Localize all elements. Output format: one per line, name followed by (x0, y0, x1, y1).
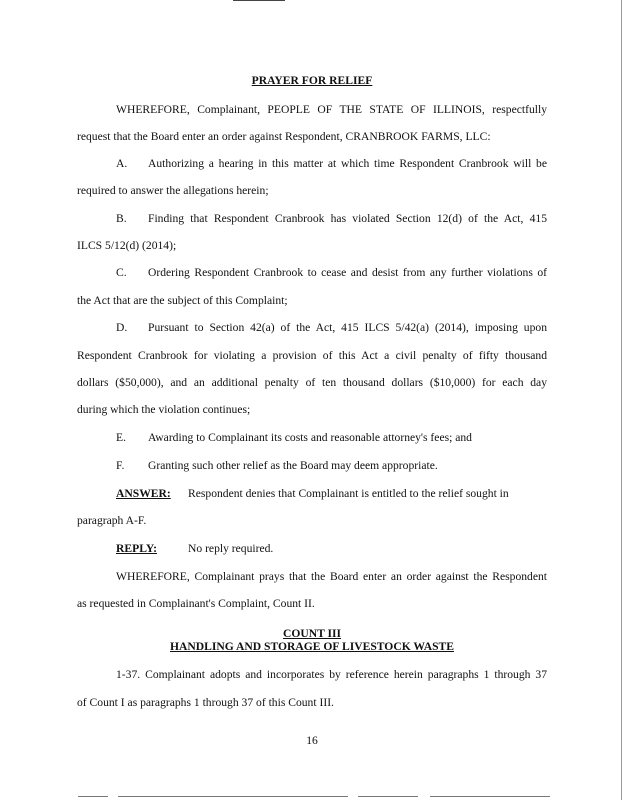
wherefore-line-1: WHEREFORE, Complainant, PEOPLE OF THE STATE OF ILLINOIS, respectfully (116, 103, 547, 116)
item-f-label: F. (116, 459, 125, 472)
item-d-line-1: Pursuant to Section 42(a) of the Act, 415 ILCS 5/42(a) (2014), imposing upon (148, 321, 547, 334)
count-subtitle: HANDLING AND STORAGE OF LIVESTOCK WASTE (169, 640, 454, 653)
reply-text: No reply required. (188, 542, 274, 555)
item-b-label: B. (116, 212, 127, 225)
answer-line-2: paragraph A-F. (77, 514, 147, 527)
item-e-line-1: Awarding to Complainant its costs and reasonable attorney's fees; and (148, 431, 472, 444)
wherefore2-line-2: as requested in Complainant's Complaint, Count II. (77, 597, 315, 610)
scan-edge-top (233, 0, 285, 2)
answer-line-1: Respondent denies that Complainant is entitled to the relief sought in (188, 487, 509, 500)
para-1-37-line-1: 1-37. Complainant adopts and incorporates by reference herein paragraphs 1 through 37 (116, 668, 547, 681)
item-f-line-1: Granting such other relief as the Board may deem appropriate. (148, 459, 438, 472)
item-a-line-1: Authorizing a hearing in this matter at which time Respondent Cranbrook will be (148, 157, 547, 170)
count-title: COUNT III (282, 627, 342, 640)
item-d-line-4: during which the violation continues; (77, 403, 251, 416)
scan-edge-right (621, 0, 622, 800)
item-c-line-1: Ordering Respondent Cranbrook to cease and desist from any further violations of (148, 266, 547, 279)
heading-prayer-for-relief: PRAYER FOR RELIEF (251, 74, 373, 87)
item-c-line-2: the Act that are the subject of this Complaint; (77, 294, 288, 307)
answer-label: ANSWER: (116, 487, 171, 500)
item-a-label: A. (116, 157, 128, 170)
item-b-line-2: ILCS 5/12(d) (2014); (77, 239, 177, 252)
item-c-label: C. (116, 266, 127, 279)
item-d-line-2: Respondent Cranbrook for violating a provision of this Act a civil penalty of fifty thousand (77, 349, 547, 362)
reply-label: REPLY: (116, 542, 158, 555)
item-e-label: E. (116, 431, 126, 444)
para-1-37-line-2: of Count I as paragraphs 1 through 37 of this Count III. (77, 696, 334, 709)
wherefore2-line-1: WHEREFORE, Complainant prays that the Board enter an order against the Respondent (116, 570, 547, 583)
item-b-line-1: Finding that Respondent Cranbrook has violated Section 12(d) of the Act, 415 (148, 212, 547, 225)
page-number: 16 (306, 734, 318, 747)
item-d-line-3: dollars ($50,000), and an additional penalty of ten thousand dollars ($10,000) for each day (77, 376, 547, 389)
item-d-label: D. (116, 321, 128, 334)
wherefore-line-2: request that the Board enter an order against Respondent, CRANBROOK FARMS, LLC: (77, 130, 491, 143)
scan-edge-bottom (0, 796, 623, 798)
item-a-line-2: required to answer the allegations herein; (77, 184, 269, 197)
